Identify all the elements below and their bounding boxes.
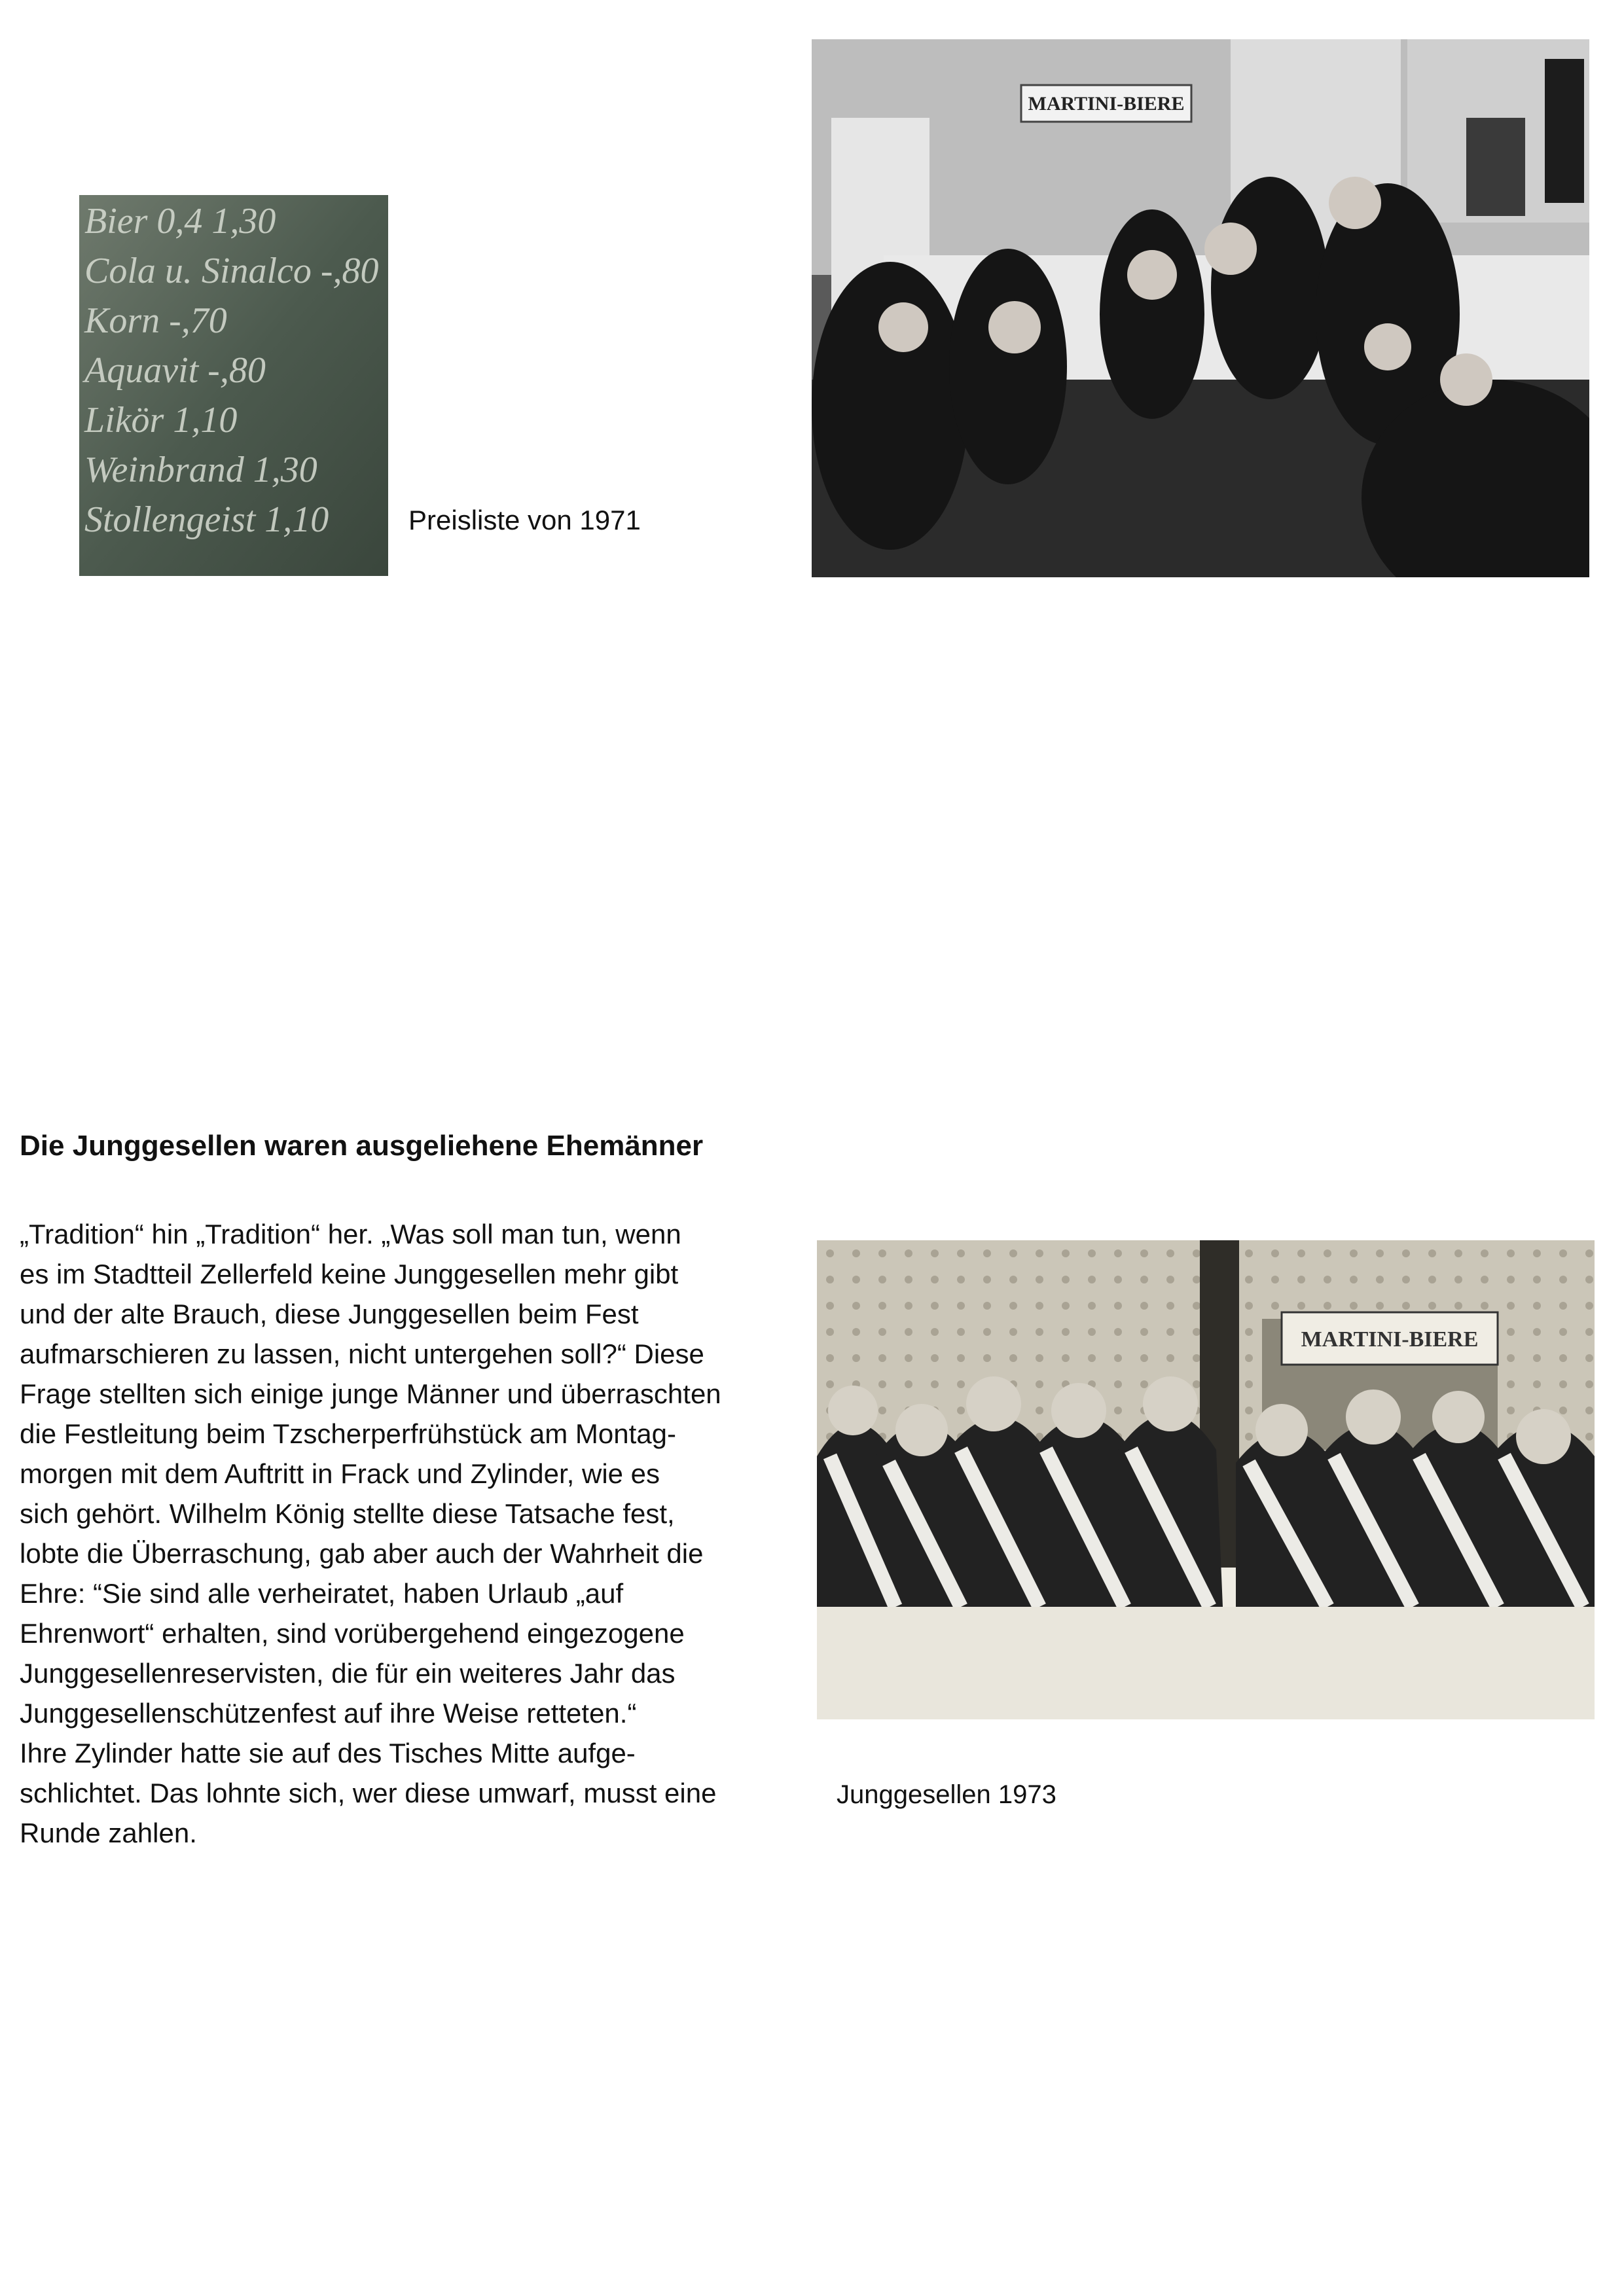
article-body-line: es im Stadtteil Zellerfeld keine Junggesellen mehr gibt — [20, 1259, 679, 1289]
price-list-caption: Preisliste von 1971 — [408, 505, 641, 535]
price-board-row: Weinbrand 1,30 — [84, 450, 317, 490]
restaurant-scene-photo — [812, 39, 1589, 577]
article-body-line: die Festleitung beim Tzscherperfrühstück am Montag- — [20, 1418, 676, 1449]
svg-text:MARTINI-BIERE: MARTINI-BIERE — [1028, 93, 1185, 115]
price-list-photo — [79, 195, 388, 576]
price-board-row: Likör 1,10 — [84, 400, 238, 440]
junggesellen-1973-photo — [817, 1240, 1595, 1719]
price-board-row: Aquavit -,80 — [84, 350, 266, 391]
article-body-line: Ehrenwort“ erhalten, sind vorübergehend eingezogene — [20, 1618, 685, 1649]
price-board-row: Korn -,70 — [84, 300, 227, 341]
article-body-line: „Tradition“ hin „Tradition“ her. „Was soll man tun, wenn — [20, 1219, 681, 1249]
article-title: Die Junggesellen waren ausgeliehene Ehemänner — [20, 1130, 704, 1162]
article-body-line: Junggesellenschützenfest auf ihre Weise retteten.“ — [20, 1698, 637, 1729]
price-board-row: Stollengeist 1,10 — [84, 499, 329, 540]
article-body-line: Frage stellten sich einige junge Männer und überraschten — [20, 1378, 721, 1409]
article-body-line: Ihre Zylinder hatte sie auf des Tisches Mitte aufge- — [20, 1738, 636, 1768]
article-body — [20, 1214, 805, 1853]
article-body-line: Runde zahlen. — [20, 1818, 197, 1848]
article-body-line: schlichtet. Das lohnte sich, wer diese umwarf, musst eine — [20, 1778, 717, 1808]
article-body-line: Junggesellenreservisten, die für ein weiteres Jahr das — [20, 1658, 676, 1689]
article-body-line: aufmarschieren zu lassen, nicht untergehen soll?“ Diese — [20, 1338, 704, 1369]
price-board-row: Cola u. Sinalco -,80 — [84, 251, 379, 291]
junggesellen-caption: Junggesellen 1973 — [837, 1780, 1056, 1809]
article-body-line: Ehre: “Sie sind alle verheiratet, haben Urlaub „auf — [20, 1578, 624, 1609]
article-body-line: lobte die Überraschung, gab aber auch der Wahrheit die — [20, 1538, 704, 1569]
article-body-line: sich gehört. Wilhelm König stellte diese Tatsache fest, — [20, 1498, 675, 1529]
article-body-line: und der alte Brauch, diese Junggesellen beim Fest — [20, 1299, 639, 1329]
svg-text:MARTINI-BIERE: MARTINI-BIERE — [1301, 1327, 1479, 1352]
article-body-line: morgen mit dem Auftritt in Frack und Zylinder, wie es — [20, 1458, 660, 1489]
price-board-row: Bier 0,4 1,30 — [84, 201, 276, 242]
